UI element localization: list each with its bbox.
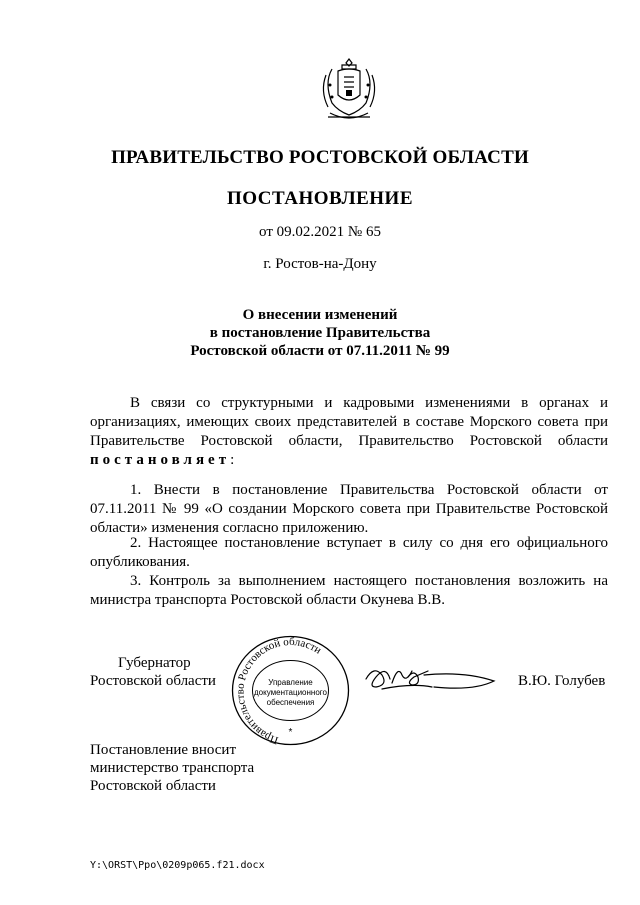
subject-line: Ростовской области от 07.11.2011 № 99	[190, 343, 450, 359]
resolution-item-3: 3. Контроль за выполнением настоящего постановления возложить на министра транспорта Ростовской области Окунева В.В.	[90, 573, 608, 608]
preamble-text: В связи со структурными и кадровыми изменениями в органах и организациях, имеющих своих представителей в составе Морского совета при Правительстве Ростовской области, Правительство Ростовской области	[90, 395, 608, 449]
official-stamp	[228, 633, 353, 748]
signer-name: В.Ю. Голубев	[518, 673, 606, 689]
document-type: ПОСТАНОВЛЕНИЕ	[226, 188, 414, 209]
svg-text:*: *	[288, 727, 293, 738]
preamble-end: :	[230, 452, 235, 468]
subject-line: О внесении изменений	[242, 307, 398, 323]
stamp-center-line: документационного	[254, 688, 327, 697]
submitted-line: Ростовской области	[90, 778, 216, 794]
document-subject	[0, 306, 640, 360]
resolution-item-2: 2. Настоящее постановление вступает в силу со дня его официального опубликования.	[90, 535, 608, 570]
stamp-center-line: Управление	[268, 678, 313, 687]
submitted-line: Постановление вносит	[90, 742, 237, 758]
stamp-ring-text: Правительство Ростовской области	[234, 635, 324, 747]
subject-line: в постановление Правительства	[209, 325, 431, 341]
document-city: г. Ростов-на-Дону	[263, 256, 377, 272]
resolution-item-1: 1. Внести в постановление Правительства Ростовской области от 07.11.2011 № 99 «О создании Морского совета при Правительстве Ростовской области» изменения согласно приложению.	[90, 482, 608, 536]
file-path: Y:\ORST\Ppo\0209p065.f21.docx	[90, 860, 265, 871]
submitted-line: министерство транспорта	[90, 760, 255, 776]
signer-title-line2: Ростовской области	[90, 673, 216, 689]
document-date-number: от 09.02.2021 № 65	[259, 224, 381, 240]
preamble-paragraph	[90, 394, 608, 470]
stamp-center-line: обеспечения	[266, 698, 315, 707]
submitted-by-block	[90, 741, 254, 795]
signer-title-line1: Губернатор	[118, 655, 191, 671]
preamble-keyword: постановляет	[90, 452, 231, 468]
coat-of-arms-icon	[318, 55, 380, 123]
handwritten-signature-icon	[362, 657, 497, 697]
government-title: ПРАВИТЕЛЬСТВО РОСТОВСКОЙ ОБЛАСТИ	[111, 147, 529, 168]
